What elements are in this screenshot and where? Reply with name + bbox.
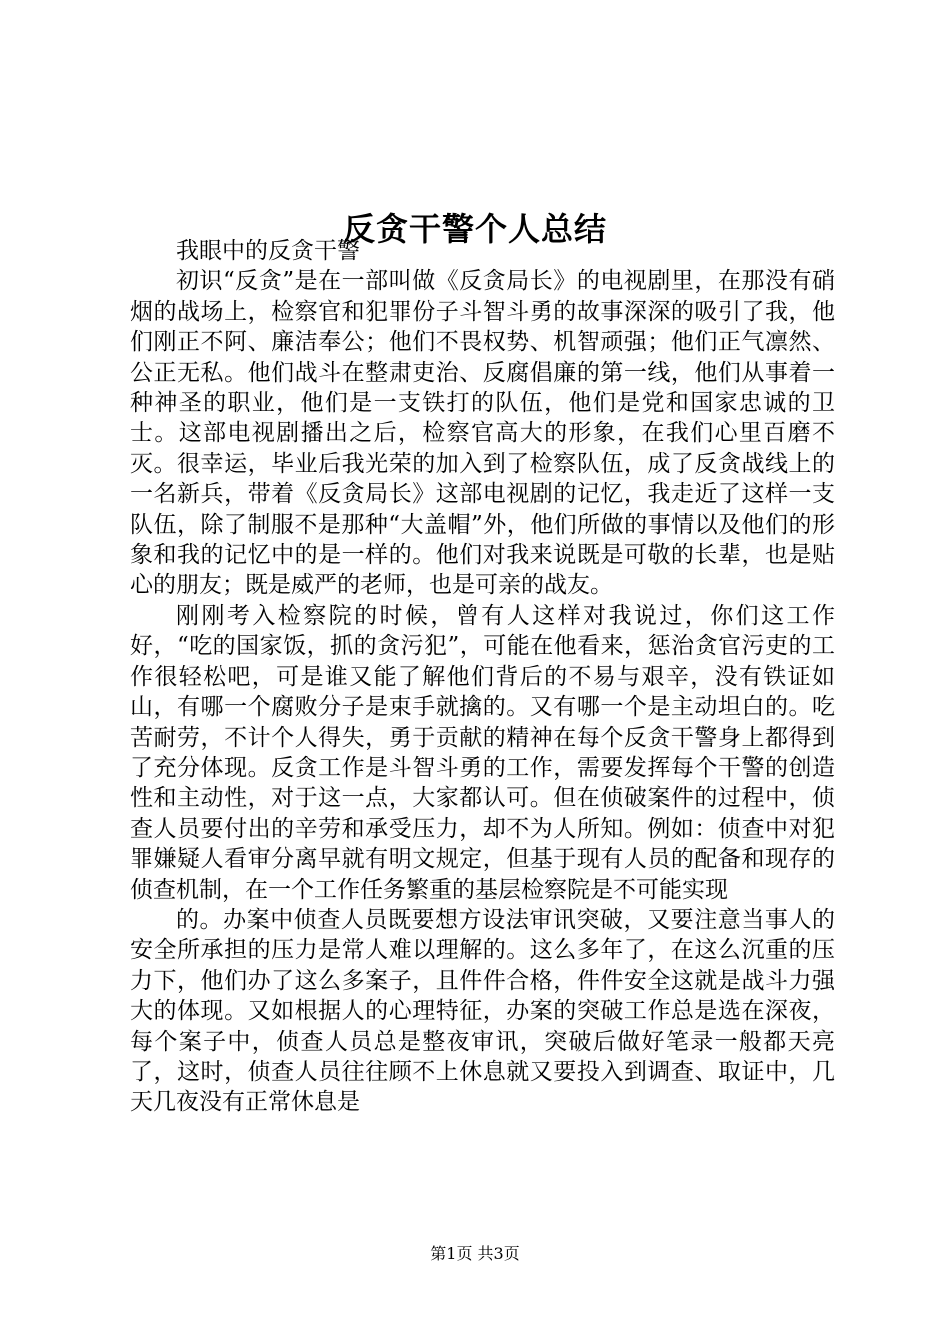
body-subtitle: 我眼中的反贪干警 xyxy=(176,238,360,264)
body-paragraph: 的。办案中侦查人员既要想方设法审讯突破，又要注意当事人的安全所承担的压力是常人难以理解的。这么多年了，在这么沉重的压力下，他们办了这么多案子，且件件合格，件件安全这就是战斗力强大的体现。又如根据人的心理特征，办案的突破工作总是选在深夜，每个案子中，侦查人员总是整夜审讯，突破后做好笔录一般都天亮了，这时，侦查人员往往顾不上休息就又要投入到调查、取证中，几天几夜没有正常休息是 xyxy=(130,906,835,1116)
body-paragraph: 初识“反贪”是在一部叫做《反贪局长》的电视剧里，在那没有硝烟的战场上，检察官和犯罪份子斗智斗勇的故事深深的吸引了我，他们刚正不阿、廉洁奉公；他们不畏权势、机智顽强；他们正气凛然、公正无私。他们战斗在整肃吏治、反腐倡廉的第一线，他们从事着一种神圣的职业，他们是一支铁打的队伍，他们是党和国家忠诚的卫士。这部电视剧播出之后，检察官高大的形象，在我们心里百磨不灭。很幸运，毕业后我光荣的加入到了检察队伍，成了反贪战线上的一名新兵，带着《反贪局长》这部电视剧的记忆，我走近了这样一支队伍，除了制服不是那种“大盖帽”外，他们所做的事情以及他们的形象和我的记忆中的是一样的。他们对我来说既是可敬的长辈，也是贴心的朋友；既是威严的老师，也是可亲的战友。 xyxy=(130,268,835,599)
body-paragraph: 刚刚考入检察院的时候，曾有人这样对我说过，你们这工作好，“吃的国家饭，抓的贪污犯”，可能在他看来，惩治贪官污吏的工作很轻松吧，可是谁又能了解他们背后的不易与艰辛，没有铁证如山，有哪一个腐败分子是束手就擒的。又有哪一个是主动坦白的。吃苦耐劳，不计个人得失，勇于贡献的精神在每个反贪干警身上都得到了充分体现。反贪工作是斗智斗勇的工作，需要发挥每个干警的创造性和主动性，对于这一点，大家都认可。但在侦破案件的过程中，侦查人员要付出的辛劳和承受压力，却不为人所知。例如：侦查中对犯罪嫌疑人看审分离早就有明文规定，但基于现有人员的配备和现存的侦查机制，在一个工作任务繁重的基层检察院是不可能实现 xyxy=(130,602,835,903)
page-footer: 第1页 共3页 xyxy=(430,1244,520,1263)
document-title: 反贪干警个人总结 xyxy=(342,210,607,249)
document-body xyxy=(130,236,835,1118)
